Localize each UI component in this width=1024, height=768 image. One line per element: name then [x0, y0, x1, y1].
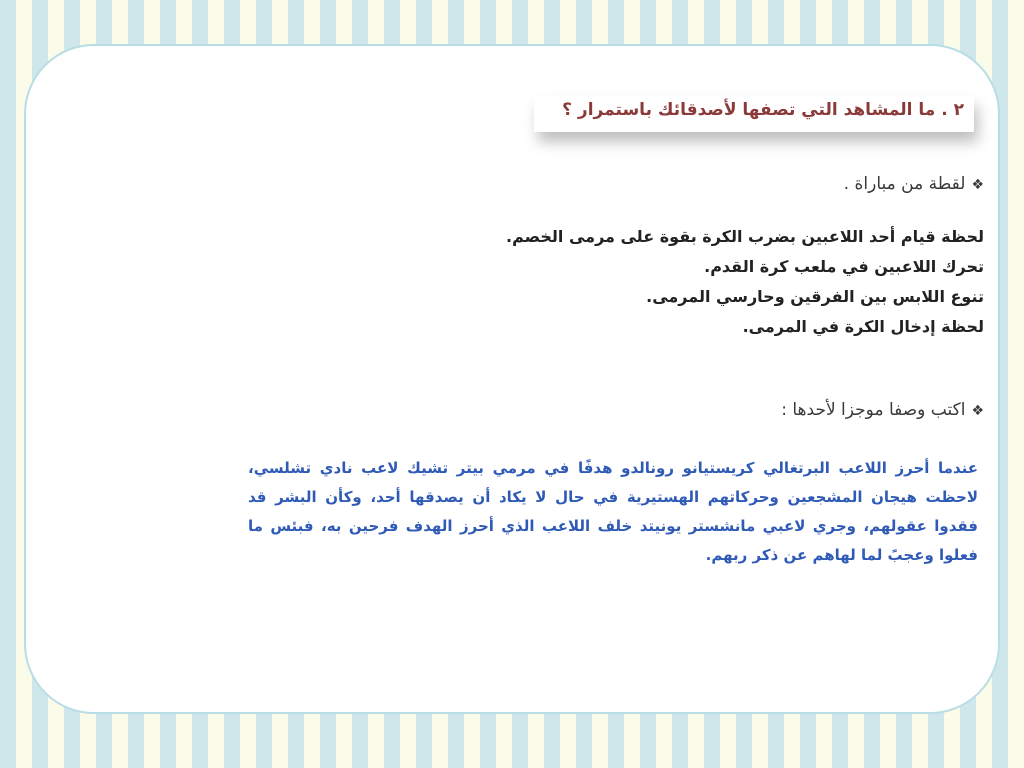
- bullet-item-match-shot: [844, 174, 984, 194]
- description-paragraph: عندما أحرز اللاعب البرتغالي كريستيانو رونالدو هدفًا في مرمي بيتر تشيك لاعب نادي تشلسي، لاحظت هيجان المشجعين وحركاتهم الهستيرية في حال لا يكاد أن يصدقها أحد، وكأن البشر قد فقدوا عقولهم، وجري لاعبي مانشستر يونيتد خلف اللاعب الذي أحرز الهدف فرحين به، فبئس ما فعلوا وعجبً لما لهاهم عن ذكر ربهم.: [248, 459, 978, 564]
- answer-line: تحرك اللاعبين في ملعب كرة القدم.: [704, 257, 984, 276]
- content-card: [24, 44, 1000, 714]
- diamond-bullet-icon: ❖: [971, 177, 984, 193]
- answer-line: لحظة قيام أحد اللاعبين بضرب الكرة بقوة على مرمى الخصم.: [505, 227, 984, 246]
- bullet-label: اكتب وصفا موجزا لأحدها :: [781, 400, 966, 420]
- bullet-item-write-description: [781, 400, 984, 420]
- bullet-label: لقطة من مباراة .: [843, 174, 966, 194]
- answer-line: لحظة إدخال الكرة في المرمى.: [742, 317, 984, 336]
- question-heading: ٢ . ما المشاهد التي تصفها لأصدقائك باستمرار ؟: [534, 96, 974, 132]
- diamond-bullet-icon: ❖: [971, 403, 984, 419]
- answer-line: تنوع اللابس بين الفرقين وحارسي المرمى.: [646, 287, 984, 306]
- answer-list: [404, 222, 984, 342]
